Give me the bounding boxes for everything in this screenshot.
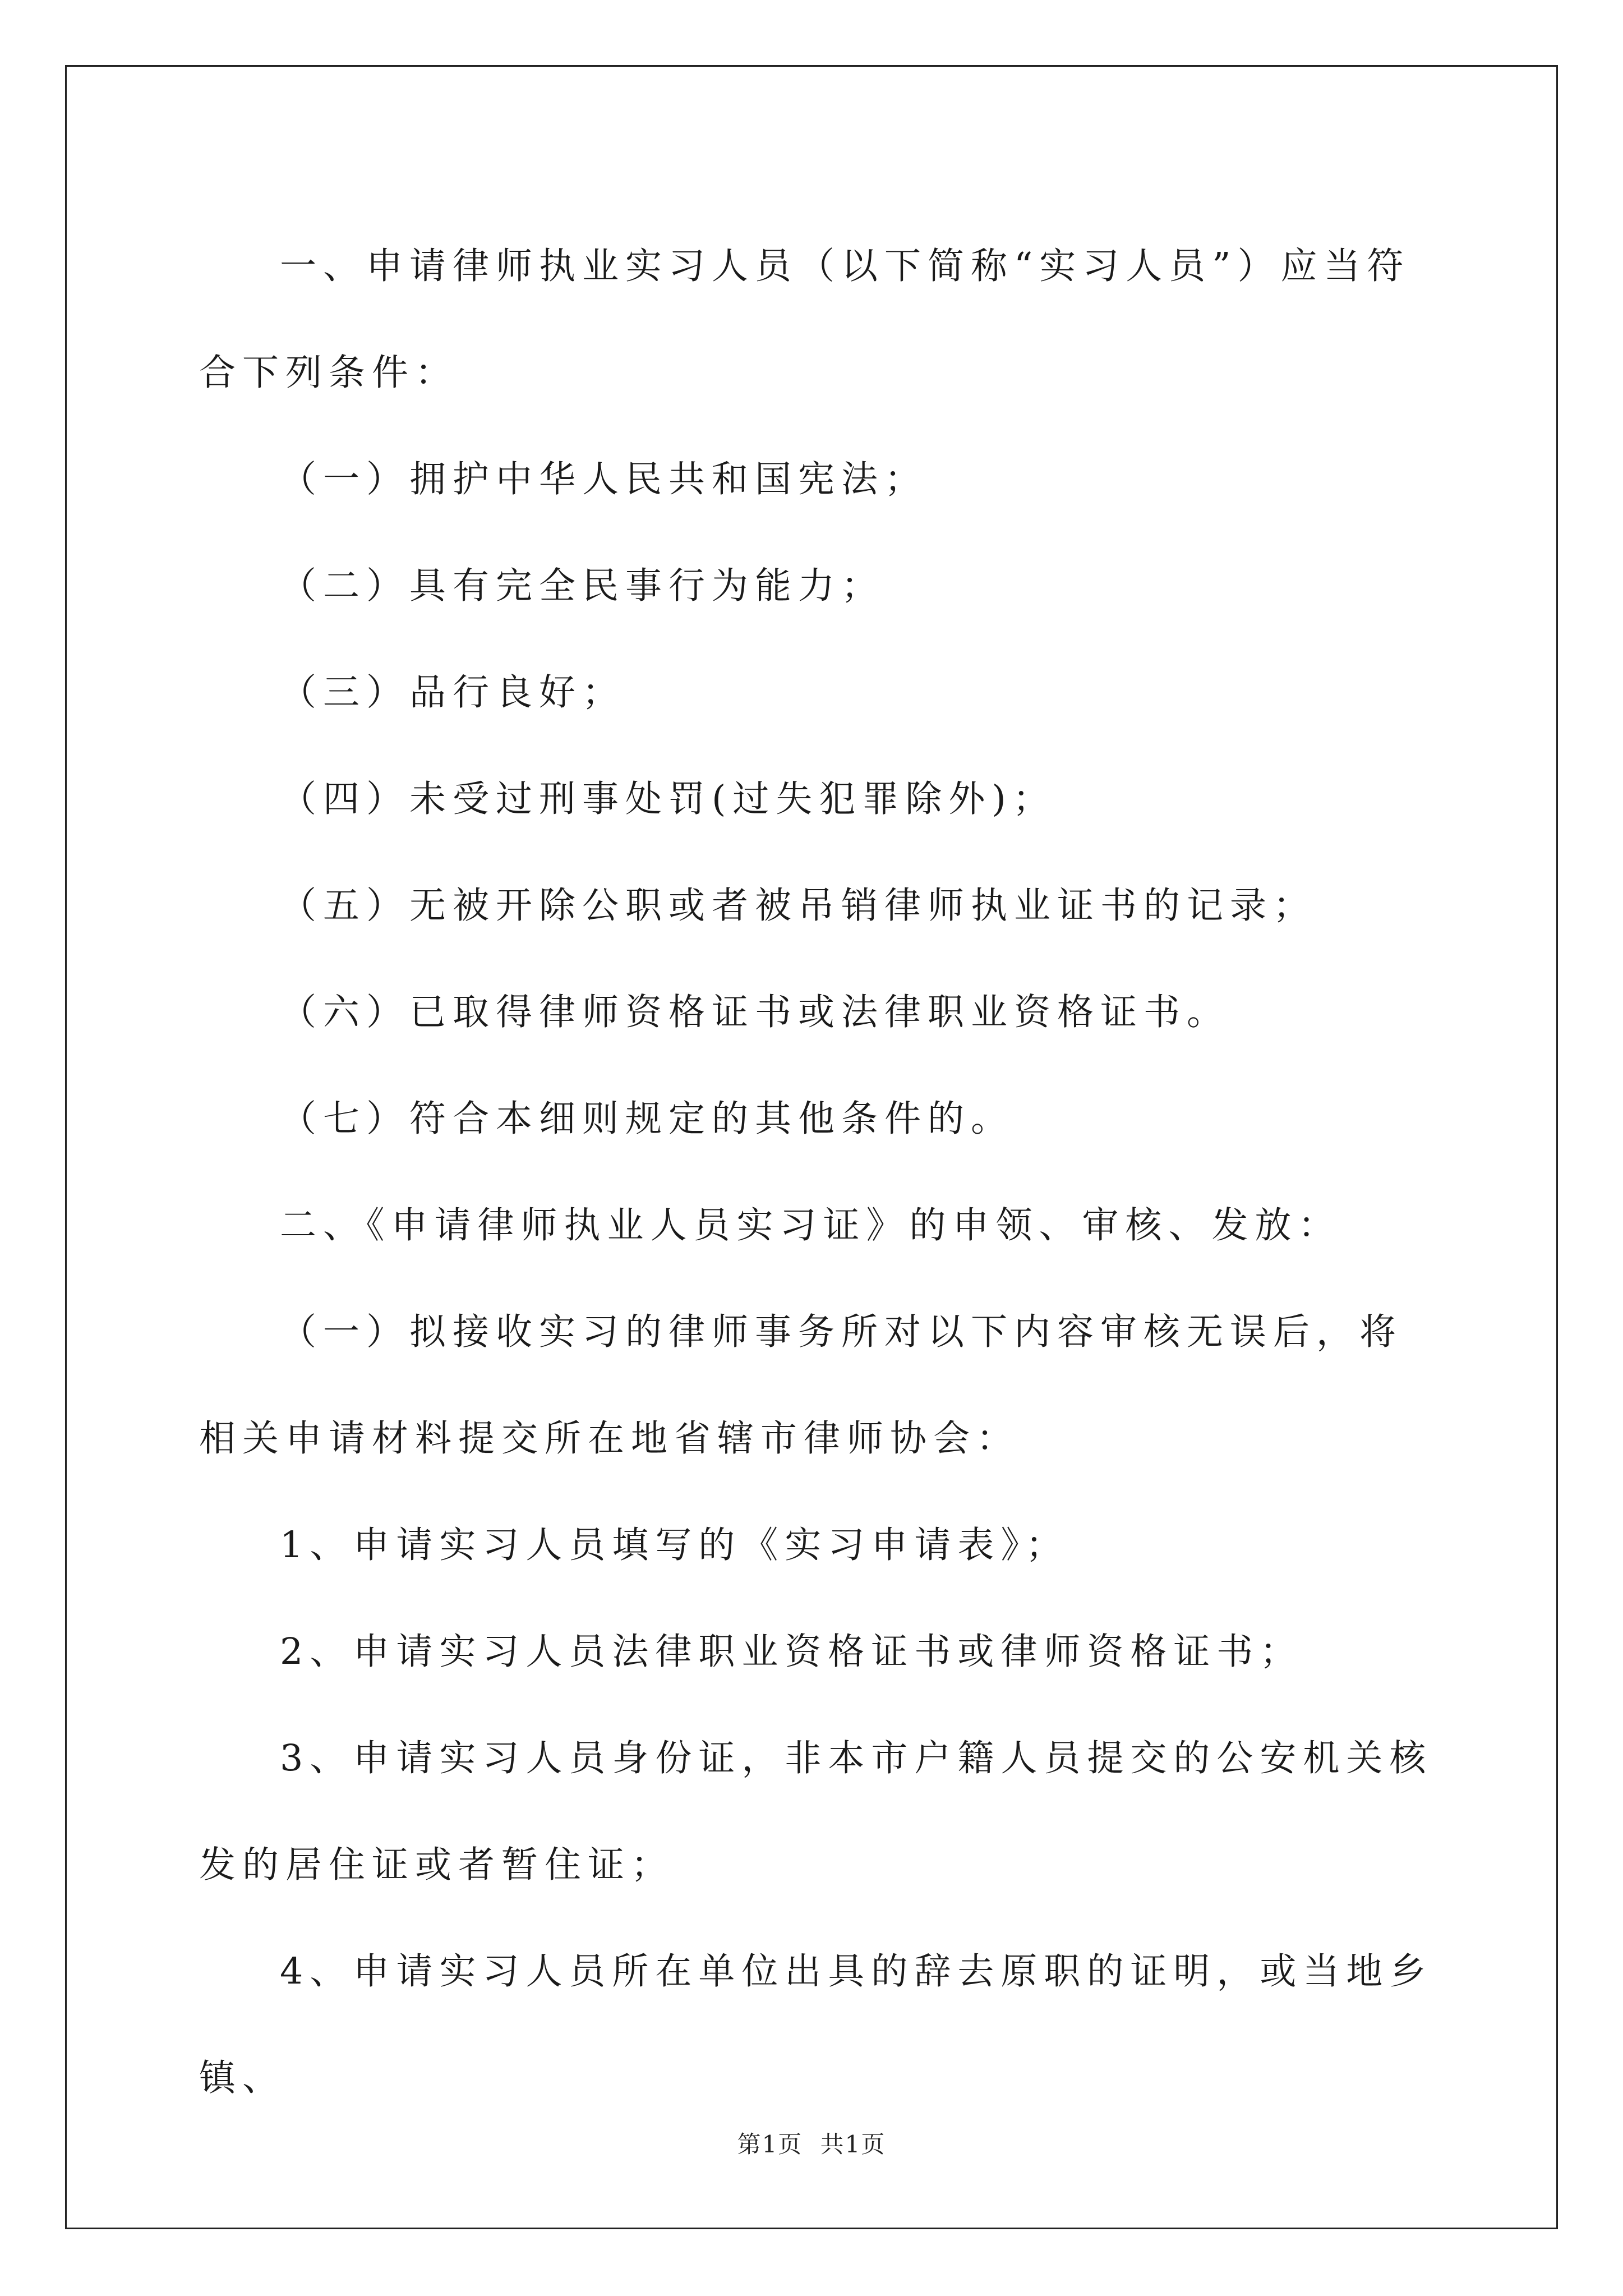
paragraph-2: （一）拥护中华人民共和国宪法； <box>280 458 928 500</box>
page-footer <box>0 2126 1623 2160</box>
paragraph-4: （三）品行良好； <box>280 671 626 714</box>
paragraph-7: （六）已取得律师资格证书或法律职业资格证书。 <box>280 991 1230 1033</box>
paragraph-12: 2、申请实习人员法律职业资格证书或律师资格证书； <box>280 1631 1303 1673</box>
paragraph-8: （七）符合本细则规定的其他条件的。 <box>280 1098 1015 1140</box>
document-body <box>199 213 1433 2132</box>
paragraph-3: （二）具有完全民事行为能力； <box>280 565 885 607</box>
page-number: 第1页 <box>737 2131 803 2158</box>
paragraph-9: 二、《申请律师执业人员实习证》的申领、审核、发放： <box>280 1204 1341 1246</box>
paragraph-14: 4、申请实习人员所在单位出具的辞去原职的证明，或当地乡镇、 <box>199 1950 1433 2099</box>
page-total: 共1页 <box>820 2131 886 2158</box>
paragraph-5: （四）未受过刑事处罚(过失犯罪除外)； <box>280 778 1056 820</box>
paragraph-1: 一、申请律师执业实习人员（以下简称“实习人员”）应当符合下列条件： <box>199 245 1410 394</box>
paragraph-13: 3、申请实习人员身份证，非本市户籍人员提交的公安机关核发的居住证或者暂住证； <box>199 1737 1433 1886</box>
paragraph-11: 1、申请实习人员填写的《实习申请表》； <box>280 1524 1069 1566</box>
paragraph-10: （一）拟接收实习的律师事务所对以下内容审核无误后，将相关申请材料提交所在地省辖市律师协会： <box>199 1311 1403 1460</box>
paragraph-6: （五）无被开除公职或者被吊销律师执业证书的记录； <box>280 885 1317 927</box>
